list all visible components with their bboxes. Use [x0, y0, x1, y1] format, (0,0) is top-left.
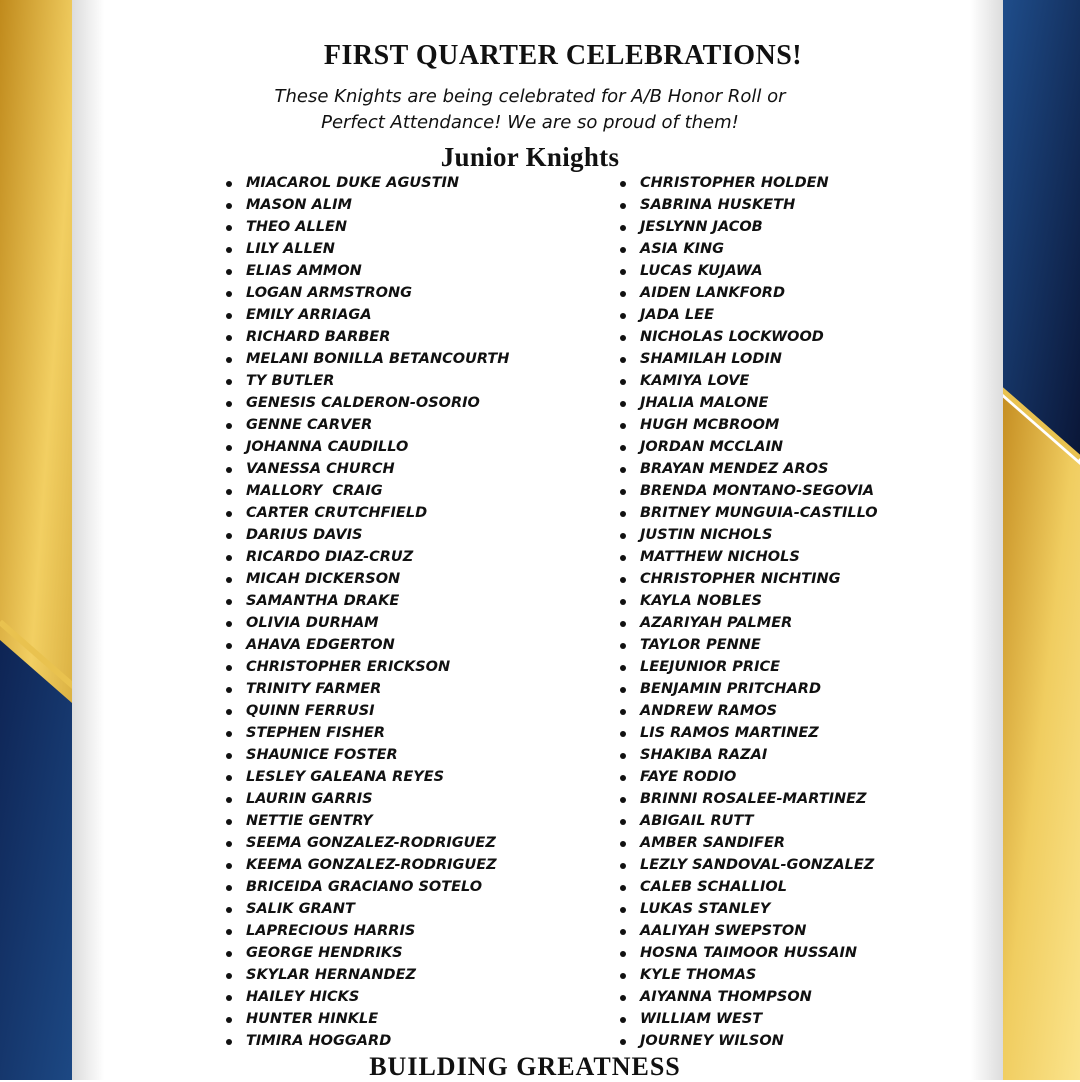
list-item: MIACAROL DUKE AGUSTIN [226, 172, 509, 194]
list-item: MELANI BONILLA BETANCOURTH [226, 348, 509, 370]
list-item: BENJAMIN PRITCHARD [620, 678, 878, 700]
list-item: AZARIYAH PALMER [620, 612, 878, 634]
list-item: GEORGE HENDRIKS [226, 942, 509, 964]
list-item: BRAYAN MENDEZ AROS [620, 458, 878, 480]
list-item: BRINNI ROSALEE-MARTINEZ [620, 788, 878, 810]
list-item: MALLORY CRAIG [226, 480, 509, 502]
section-title: Junior Knights [440, 142, 620, 172]
list-item: SABRINA HUSKETH [620, 194, 878, 216]
list-item: SEEMA GONZALEZ-RODRIGUEZ [226, 832, 509, 854]
list-item: JOURNEY WILSON [620, 1030, 878, 1052]
list-item: JUSTIN NICHOLS [620, 524, 878, 546]
list-item: CHRISTOPHER NICHTING [620, 568, 878, 590]
list-item: ANDREW RAMOS [620, 700, 878, 722]
list-item: SALIK GRANT [226, 898, 509, 920]
list-item: EMILY ARRIAGA [226, 304, 509, 326]
list-item: BRITNEY MUNGUIA-CASTILLO [620, 502, 878, 524]
list-item: DARIUS DAVIS [226, 524, 509, 546]
list-item: KAYLA NOBLES [620, 590, 878, 612]
page-title: FIRST QUARTER CELEBRATIONS! [323, 40, 803, 71]
left-navy-panel [0, 640, 80, 1080]
list-item: JOHANNA CAUDILLO [226, 436, 509, 458]
list-item: RICHARD BARBER [226, 326, 509, 348]
list-item: SAMANTHA DRAKE [226, 590, 509, 612]
list-item: HAILEY HICKS [226, 986, 509, 1008]
list-item: HUGH MCBROOM [620, 414, 878, 436]
right-gold-panel [1000, 395, 1080, 1080]
list-item: HUNTER HINKLE [226, 1008, 509, 1030]
list-item: CHRISTOPHER HOLDEN [620, 172, 878, 194]
list-item: MATTHEW NICHOLS [620, 546, 878, 568]
list-item: KAMIYA LOVE [620, 370, 878, 392]
list-item: CHRISTOPHER ERICKSON [226, 656, 509, 678]
list-item: LIS RAMOS MARTINEZ [620, 722, 878, 744]
list-item: LEEJUNIOR PRICE [620, 656, 878, 678]
list-item: JORDAN MCCLAIN [620, 436, 878, 458]
list-item: LUKAS STANLEY [620, 898, 878, 920]
footer-slogan: BUILDING GREATNESS [369, 1052, 681, 1081]
list-item: CARTER CRUTCHFIELD [226, 502, 509, 524]
list-item: KEEMA GONZALEZ-RODRIGUEZ [226, 854, 509, 876]
list-item: BRENDA MONTANO-SEGOVIA [620, 480, 878, 502]
list-item: OLIVIA DURHAM [226, 612, 509, 634]
list-item: LAPRECIOUS HARRIS [226, 920, 509, 942]
list-item: NETTIE GENTRY [226, 810, 509, 832]
list-item: AMBER SANDIFER [620, 832, 878, 854]
names-list-column-2 [620, 172, 878, 1052]
list-item: KYLE THOMAS [620, 964, 878, 986]
list-item: LUCAS KUJAWA [620, 260, 878, 282]
list-item: SHAUNICE FOSTER [226, 744, 509, 766]
list-item: BRICEIDA GRACIANO SOTELO [226, 876, 509, 898]
list-item: HOSNA TAIMOOR HUSSAIN [620, 942, 878, 964]
list-item: JESLYNN JACOB [620, 216, 878, 238]
list-item: ASIA KING [620, 238, 878, 260]
list-item: LESLEY GALEANA REYES [226, 766, 509, 788]
list-item: NICHOLAS LOCKWOOD [620, 326, 878, 348]
list-item: ABIGAIL RUTT [620, 810, 878, 832]
intro-line-2: Perfect Attendance! We are so proud of them! [321, 112, 739, 133]
list-item: LEZLY SANDOVAL-GONZALEZ [620, 854, 878, 876]
intro-text [240, 84, 820, 136]
list-item: JADA LEE [620, 304, 878, 326]
list-item: AIYANNA THOMPSON [620, 986, 878, 1008]
list-item: AIDEN LANKFORD [620, 282, 878, 304]
list-item: QUINN FERRUSI [226, 700, 509, 722]
list-item: JHALIA MALONE [620, 392, 878, 414]
list-item: MASON ALIM [226, 194, 509, 216]
names-list-column-1 [226, 172, 509, 1052]
list-item: LAURIN GARRIS [226, 788, 509, 810]
list-item: SKYLAR HERNANDEZ [226, 964, 509, 986]
list-item: LOGAN ARMSTRONG [226, 282, 509, 304]
list-item: SHAMILAH LODIN [620, 348, 878, 370]
list-item: MICAH DICKERSON [226, 568, 509, 590]
list-item: FAYE RODIO [620, 766, 878, 788]
list-item: STEPHEN FISHER [226, 722, 509, 744]
list-item: RICARDO DIAZ-CRUZ [226, 546, 509, 568]
list-item: CALEB SCHALLIOL [620, 876, 878, 898]
intro-line-1: These Knights are being celebrated for A/B Honor Roll or [274, 86, 786, 107]
list-item: WILLIAM WEST [620, 1008, 878, 1030]
list-item: VANESSA CHURCH [226, 458, 509, 480]
list-item: ELIAS AMMON [226, 260, 509, 282]
list-item: GENESIS CALDERON-OSORIO [226, 392, 509, 414]
list-item: LILY ALLEN [226, 238, 509, 260]
list-item: SHAKIBA RAZAI [620, 744, 878, 766]
list-item: THEO ALLEN [226, 216, 509, 238]
list-item: AALIYAH SWEPSTON [620, 920, 878, 942]
list-item: TAYLOR PENNE [620, 634, 878, 656]
list-item: AHAVA EDGERTON [226, 634, 509, 656]
list-item: GENNE CARVER [226, 414, 509, 436]
list-item: TRINITY FARMER [226, 678, 509, 700]
list-item: TIMIRA HOGGARD [226, 1030, 509, 1052]
list-item: TY BUTLER [226, 370, 509, 392]
